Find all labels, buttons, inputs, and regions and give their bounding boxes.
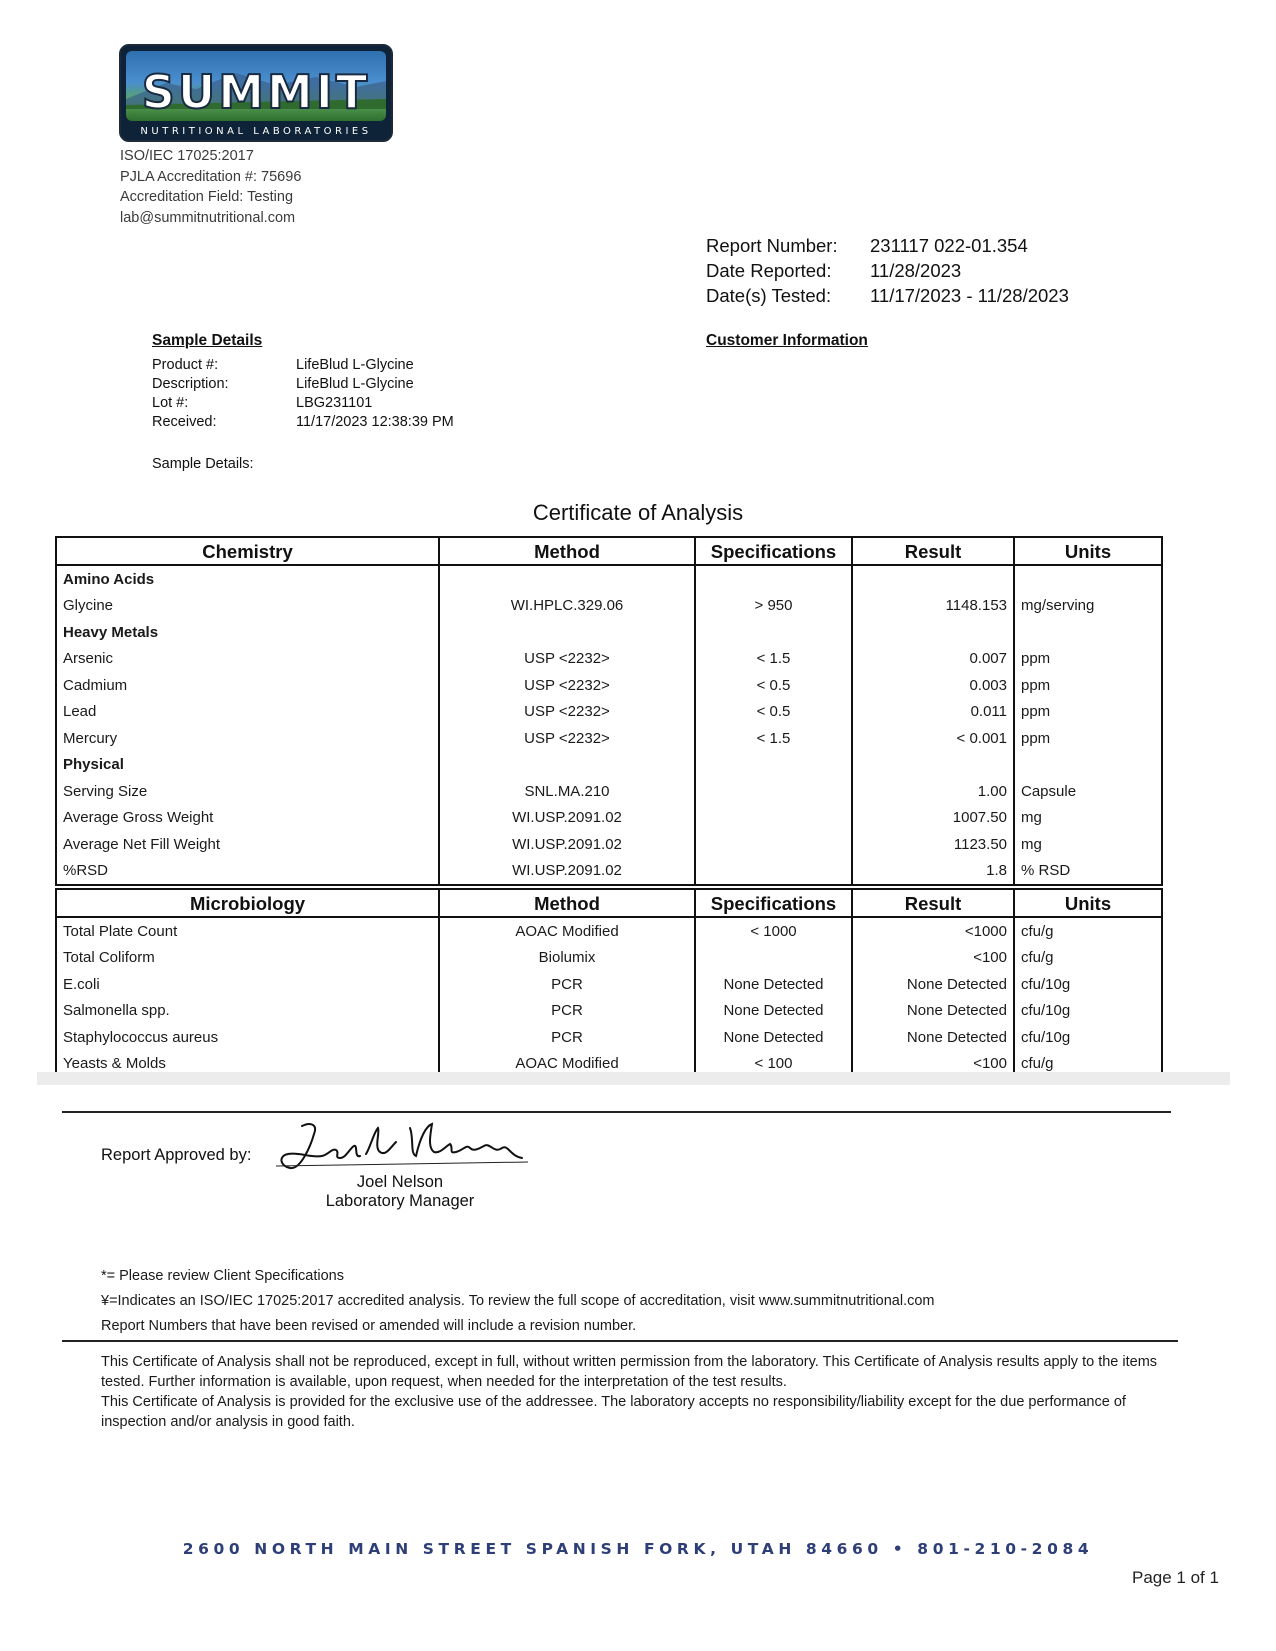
analyte-cell: Arsenic — [56, 646, 439, 673]
column-header: Specifications — [695, 537, 852, 565]
accreditation-number: PJLA Accreditation #: 75696 — [120, 168, 302, 185]
sample-row — [152, 356, 454, 375]
sample-details-title: Sample Details — [152, 332, 263, 349]
units-cell: Capsule — [1014, 778, 1162, 805]
analyte-cell: Average Gross Weight — [56, 805, 439, 832]
table-row — [56, 971, 1162, 998]
accreditation-standard: ISO/IEC 17025:2017 — [120, 148, 254, 164]
specification-cell — [695, 831, 852, 858]
logo-wordmark: SUMMIT — [141, 65, 371, 119]
result-cell: 1007.50 — [852, 805, 1014, 832]
table-row — [56, 805, 1162, 832]
sample-label: Product #: — [152, 357, 219, 373]
sample-value: LifeBlud L-Glycine — [296, 357, 414, 373]
method-cell: Biolumix — [439, 945, 695, 972]
analyte-cell: Mercury — [56, 725, 439, 752]
column-header: Units — [1014, 889, 1162, 917]
empty-cell — [852, 752, 1014, 779]
empty-cell — [695, 752, 852, 779]
analyte-cell: %RSD — [56, 858, 439, 886]
section-band — [37, 1072, 1230, 1085]
accreditation-info — [120, 146, 301, 228]
method-cell: WI.HPLC.329.06 — [439, 593, 695, 620]
accreditation-field: Accreditation Field: Testing — [120, 189, 294, 205]
logo-tagline: NUTRITIONAL LABORATORIES — [140, 126, 372, 137]
units-cell: mg — [1014, 805, 1162, 832]
table-row — [56, 1024, 1162, 1051]
analyte-cell: Yeasts & Molds — [56, 1051, 439, 1079]
analyte-cell: Total Coliform — [56, 945, 439, 972]
empty-cell — [852, 565, 1014, 593]
sample-value: LBG231101 — [296, 395, 373, 411]
empty-cell — [695, 565, 852, 593]
specification-cell: < 0.5 — [695, 672, 852, 699]
sample-value: 11/17/2023 12:38:39 PM — [296, 414, 454, 430]
approver-title: Laboratory Manager — [325, 1192, 475, 1210]
table-row — [56, 998, 1162, 1025]
specification-cell: > 950 — [695, 593, 852, 620]
summit-logo — [119, 44, 393, 142]
table-group-row — [56, 565, 1162, 593]
method-cell: AOAC Modified — [439, 1051, 695, 1079]
method-cell: WI.USP.2091.02 — [439, 805, 695, 832]
report-info — [706, 233, 1069, 308]
specification-cell: None Detected — [695, 971, 852, 998]
table-row — [56, 725, 1162, 752]
column-header: Result — [852, 889, 1014, 917]
table-group-row — [56, 619, 1162, 646]
specification-cell: None Detected — [695, 1024, 852, 1051]
result-cell: 1.8 — [852, 858, 1014, 886]
sample-label: Description: — [152, 376, 229, 392]
result-cell: 0.003 — [852, 672, 1014, 699]
method-cell: WI.USP.2091.02 — [439, 831, 695, 858]
chemistry-table — [55, 536, 1163, 886]
group-label: Physical — [56, 752, 439, 779]
date-reported-label: Date Reported: — [706, 260, 832, 281]
method-cell: USP <2232> — [439, 699, 695, 726]
analyte-cell: Cadmium — [56, 672, 439, 699]
column-header: Result — [852, 537, 1014, 565]
empty-cell — [695, 619, 852, 646]
units-cell: ppm — [1014, 725, 1162, 752]
specification-cell — [695, 945, 852, 972]
analyte-cell: E.coli — [56, 971, 439, 998]
empty-cell — [1014, 565, 1162, 593]
specification-cell: < 1000 — [695, 917, 852, 945]
method-cell: USP <2232> — [439, 646, 695, 673]
specification-cell: < 100 — [695, 1051, 852, 1079]
table-row — [56, 945, 1162, 972]
column-header: Specifications — [695, 889, 852, 917]
analyte-cell: Lead — [56, 699, 439, 726]
column-header: Units — [1014, 537, 1162, 565]
units-cell: cfu/g — [1014, 1051, 1162, 1079]
table-header-row — [56, 537, 1162, 565]
footnote: ¥=Indicates an ISO/IEC 17025:2017 accredited analysis. To review the full scope of accreditation, visit www.summitnutritional.com — [101, 1293, 935, 1309]
page-number: Page 1 of 1 — [1132, 1568, 1219, 1587]
units-cell: cfu/10g — [1014, 971, 1162, 998]
table-header-row — [56, 889, 1162, 917]
units-cell: cfu/10g — [1014, 1024, 1162, 1051]
specification-cell: < 1.5 — [695, 646, 852, 673]
units-cell: ppm — [1014, 646, 1162, 673]
specification-cell: < 1.5 — [695, 725, 852, 752]
units-cell: ppm — [1014, 699, 1162, 726]
method-cell: PCR — [439, 998, 695, 1025]
empty-cell — [852, 619, 1014, 646]
table-row — [56, 646, 1162, 673]
column-header: Method — [439, 889, 695, 917]
footnote: Report Numbers that have been revised or amended will include a revision number. — [101, 1318, 637, 1334]
logo-banner — [126, 51, 386, 121]
method-cell: USP <2232> — [439, 725, 695, 752]
dates-tested-label: Date(s) Tested: — [706, 285, 832, 306]
signature-image — [270, 1118, 530, 1176]
result-cell: 1.00 — [852, 778, 1014, 805]
group-label: Heavy Metals — [56, 619, 439, 646]
dates-tested-row — [706, 283, 1069, 308]
units-cell: cfu/10g — [1014, 998, 1162, 1025]
specification-cell — [695, 778, 852, 805]
sample-row — [152, 394, 454, 413]
lab-email[interactable]: lab@summitnutritional.com — [120, 209, 296, 226]
empty-cell — [439, 565, 695, 593]
table-row — [56, 858, 1162, 886]
result-cell: None Detected — [852, 1024, 1014, 1051]
footnote: *= Please review Client Specifications — [101, 1268, 344, 1284]
sample-value: LifeBlud L-Glycine — [296, 376, 414, 392]
group-label: Amino Acids — [56, 565, 439, 593]
result-cell: 0.011 — [852, 699, 1014, 726]
specification-cell: < 0.5 — [695, 699, 852, 726]
result-cell: None Detected — [852, 998, 1014, 1025]
table-row — [56, 778, 1162, 805]
specification-cell — [695, 858, 852, 886]
sample-details-list — [152, 356, 454, 432]
column-header: Microbiology — [56, 889, 439, 917]
analyte-cell: Serving Size — [56, 778, 439, 805]
method-cell: WI.USP.2091.02 — [439, 858, 695, 886]
units-cell: ppm — [1014, 672, 1162, 699]
table-row — [56, 699, 1162, 726]
result-cell: <100 — [852, 945, 1014, 972]
result-cell: <1000 — [852, 917, 1014, 945]
dates-tested-value: 11/17/2023 - 11/28/2023 — [870, 285, 1069, 306]
empty-cell — [439, 619, 695, 646]
date-reported-row — [706, 258, 1069, 283]
method-cell: AOAC Modified — [439, 917, 695, 945]
table-group-row — [56, 752, 1162, 779]
table-row — [56, 831, 1162, 858]
column-header: Chemistry — [56, 537, 439, 565]
specification-cell: None Detected — [695, 998, 852, 1025]
result-cell: 1123.50 — [852, 831, 1014, 858]
units-cell: % RSD — [1014, 858, 1162, 886]
table-row — [56, 593, 1162, 620]
report-number-label: Report Number: — [706, 235, 838, 256]
units-cell: mg — [1014, 831, 1162, 858]
analyte-cell: Glycine — [56, 593, 439, 620]
disclaimer-paragraph: This Certificate of Analysis shall not be reproduced, except in full, without written permission from the laboratory. This Certificate of Analysis results apply to the items tested. Further information is available, upon request, when needed for the interpretation of the test results. — [101, 1354, 1158, 1390]
microbiology-table — [55, 888, 1163, 1079]
approver-name: Joel Nelson — [356, 1173, 444, 1191]
report-number-value: 231117 022-01.354 — [870, 235, 1028, 256]
method-cell: PCR — [439, 1024, 695, 1051]
certificate-title: Certificate of Analysis — [532, 500, 744, 525]
approved-by-label: Report Approved by: — [101, 1146, 252, 1164]
date-reported-value: 11/28/2023 — [870, 260, 962, 281]
units-cell: mg/serving — [1014, 593, 1162, 620]
footnotes — [101, 1264, 935, 1339]
method-cell: SNL.MA.210 — [439, 778, 695, 805]
column-header: Method — [439, 537, 695, 565]
lab-address: 2600 NORTH MAIN STREET SPANISH FORK, UTAH 84660 • 801-210-2084 — [182, 1540, 1094, 1558]
legal-disclaimer — [101, 1352, 1161, 1432]
sample-label: Lot #: — [152, 395, 189, 411]
result-cell: < 0.001 — [852, 725, 1014, 752]
result-cell: 1148.153 — [852, 593, 1014, 620]
sample-details-label: Sample Details: — [152, 456, 254, 472]
method-cell: PCR — [439, 971, 695, 998]
units-cell: cfu/g — [1014, 917, 1162, 945]
analyte-cell: Staphylococcus aureus — [56, 1024, 439, 1051]
sample-row — [152, 413, 454, 432]
sample-row — [152, 375, 454, 394]
analyte-cell: Salmonella spp. — [56, 998, 439, 1025]
divider — [62, 1111, 1171, 1113]
empty-cell — [1014, 619, 1162, 646]
disclaimer-paragraph: This Certificate of Analysis is provided for the exclusive use of the addressee. The laboratory accepts no responsibility/liability except for the due performance of inspection and/or analysis in good faith. — [101, 1394, 1126, 1430]
table-row — [56, 917, 1162, 945]
result-cell: 0.007 — [852, 646, 1014, 673]
units-cell: cfu/g — [1014, 945, 1162, 972]
empty-cell — [439, 752, 695, 779]
result-cell: None Detected — [852, 971, 1014, 998]
table-row — [56, 672, 1162, 699]
method-cell: USP <2232> — [439, 672, 695, 699]
customer-information-title: Customer Information — [706, 332, 868, 349]
report-number-row — [706, 233, 1069, 258]
empty-cell — [1014, 752, 1162, 779]
sample-label: Received: — [152, 414, 217, 430]
specification-cell — [695, 805, 852, 832]
approver — [300, 1173, 500, 1211]
result-cell: <100 — [852, 1051, 1014, 1079]
analyte-cell: Total Plate Count — [56, 917, 439, 945]
divider — [62, 1340, 1178, 1342]
analyte-cell: Average Net Fill Weight — [56, 831, 439, 858]
